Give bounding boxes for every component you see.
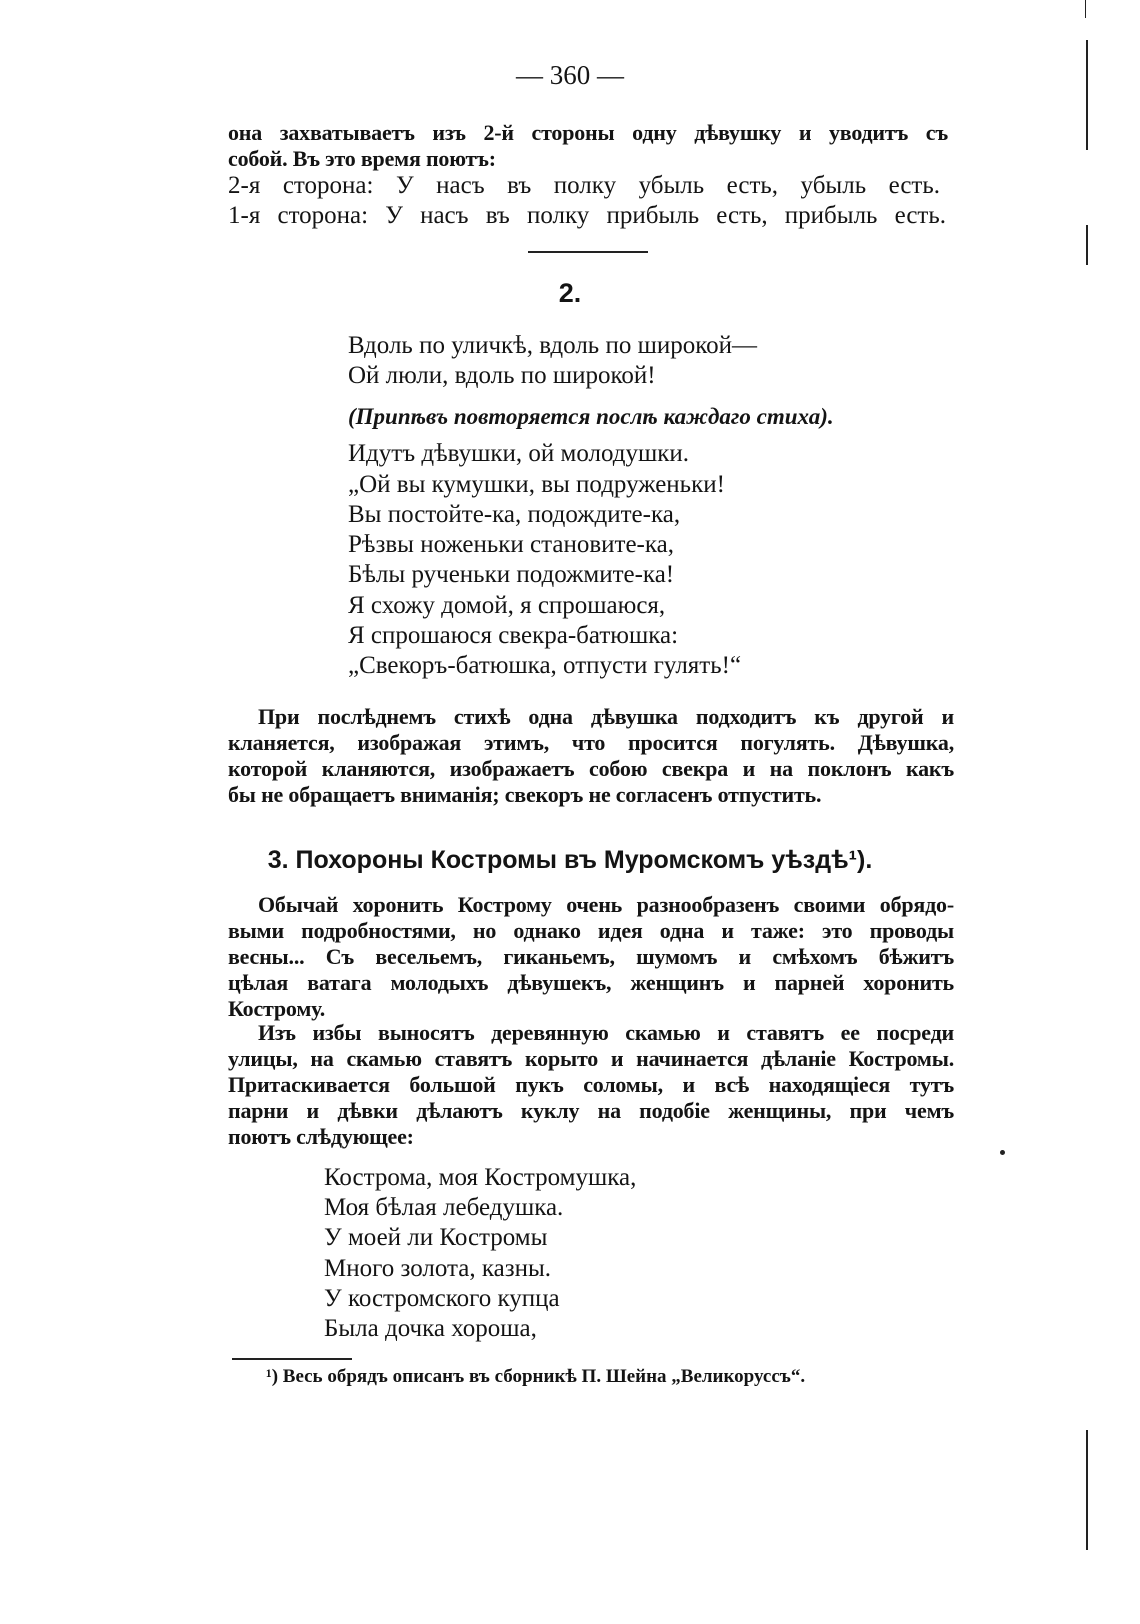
verse-line: „Ой вы кумушки, вы подруженьки! bbox=[348, 471, 725, 498]
verse-line: Была дочка хороша, bbox=[324, 1315, 537, 1342]
side-1-line: 1-я сторона: У насъ въ полку прибыль есть, прибыль есть. bbox=[228, 202, 946, 229]
verse-line: Рѣзвы ноженьки становите-ка, bbox=[348, 531, 675, 558]
paragraph-line: весны... Съ весельемъ, гиканьемъ, шумомъ и смѣхомъ бѣжитъ bbox=[228, 944, 954, 969]
verse-line: Кострома, моя Костромушка, bbox=[324, 1164, 637, 1191]
verse-line: У моей ли Костромы bbox=[324, 1224, 548, 1251]
verse-line: Ой люли, вдоль по широкой! bbox=[348, 362, 656, 389]
verse-line: Много золота, казны. bbox=[324, 1255, 552, 1282]
paragraph-line: выми подробностями, но однако идея одна и таже: это проводы bbox=[228, 918, 954, 943]
paragraph-line: цѣлая ватага молодыхъ дѣвушекъ, женщинъ и парней хоронить bbox=[228, 970, 954, 995]
verse-line: Вдоль по уличкѣ, вдоль по широкой— bbox=[348, 332, 757, 359]
verse-line: Я спрошаюся свекра-батюшка: bbox=[348, 622, 679, 649]
section-3-title: 3. Похороны Костромы въ Муромскомъ уѣздѣ¹). bbox=[267, 846, 873, 874]
page-number: — 360 — bbox=[516, 60, 624, 90]
paragraph-line: Притаскивается большой пукъ соломы, и всѣ находящіеся тутъ bbox=[228, 1072, 954, 1097]
verse-line: У костромского купца bbox=[324, 1285, 560, 1312]
intro-line-1: она захватываетъ изъ 2-й стороны одну дѣвушку и уводитъ съ bbox=[228, 120, 948, 145]
verse-line: Вы постойте-ка, подождите-ка, bbox=[348, 501, 681, 528]
paragraph-line: улицы, на скамью ставятъ корыто и начинается дѣланіе Костромы. bbox=[228, 1046, 954, 1071]
verse-line: Моя бѣлая лебедушка. bbox=[324, 1194, 564, 1221]
scan-edge-line bbox=[1086, 1430, 1088, 1550]
intro-line-2: собой. Въ это время поютъ: bbox=[228, 146, 496, 171]
side-2-line: 2-я сторона: У насъ въ полку убыль есть, убыль есть. bbox=[228, 172, 940, 199]
refrain-note: (Припѣвъ повторяется послѣ каждаго стиха). bbox=[348, 404, 834, 429]
paragraph-line: Изъ избы выносятъ деревянную скамью и ставятъ ее посреди bbox=[258, 1020, 954, 1045]
explanation-line: которой кланяются, изображаетъ собою свекра и на поклонъ какъ bbox=[228, 756, 954, 781]
verse-line: Я схожу домой, я спрошаюся, bbox=[348, 592, 666, 619]
verse-line: Бѣлы рученьки подожмите-ка! bbox=[348, 561, 675, 588]
paragraph-line: поютъ слѣдующее: bbox=[228, 1124, 414, 1149]
footnote: ¹) Весь обрядъ описанъ въ сборникѣ П. Шейна „Великоруссъ“. bbox=[266, 1366, 806, 1387]
verse-line: Идутъ дѣвушки, ой молодушки. bbox=[348, 440, 690, 467]
explanation-line: бы не обращаетъ вниманія; свекоръ не согласенъ отпустить. bbox=[228, 782, 822, 807]
scan-speck bbox=[1000, 1150, 1005, 1155]
section-2-number: 2. bbox=[558, 278, 582, 308]
scan-edge-line bbox=[1085, 0, 1086, 18]
paragraph-line: Обычай хоронить Кострому очень разнообразенъ своими обрядо- bbox=[258, 892, 954, 917]
paragraph-line: Кострому. bbox=[228, 996, 325, 1021]
scan-edge-line bbox=[1086, 225, 1088, 265]
scan-edge-line bbox=[1086, 40, 1088, 150]
explanation-line: кланяется, изображая этимъ, что просится погулять. Дѣвушка, bbox=[228, 730, 954, 755]
verse-line: „Свекоръ-батюшка, отпусти гулять!“ bbox=[348, 652, 742, 679]
section-separator bbox=[528, 251, 648, 253]
footnote-separator bbox=[232, 1358, 352, 1360]
paragraph-line: парни и дѣвки дѣлаютъ куклу на подобіе женщины, при чемъ bbox=[228, 1098, 954, 1123]
explanation-line: При послѣднемъ стихѣ одна дѣвушка подходитъ къ другой и bbox=[258, 704, 954, 729]
